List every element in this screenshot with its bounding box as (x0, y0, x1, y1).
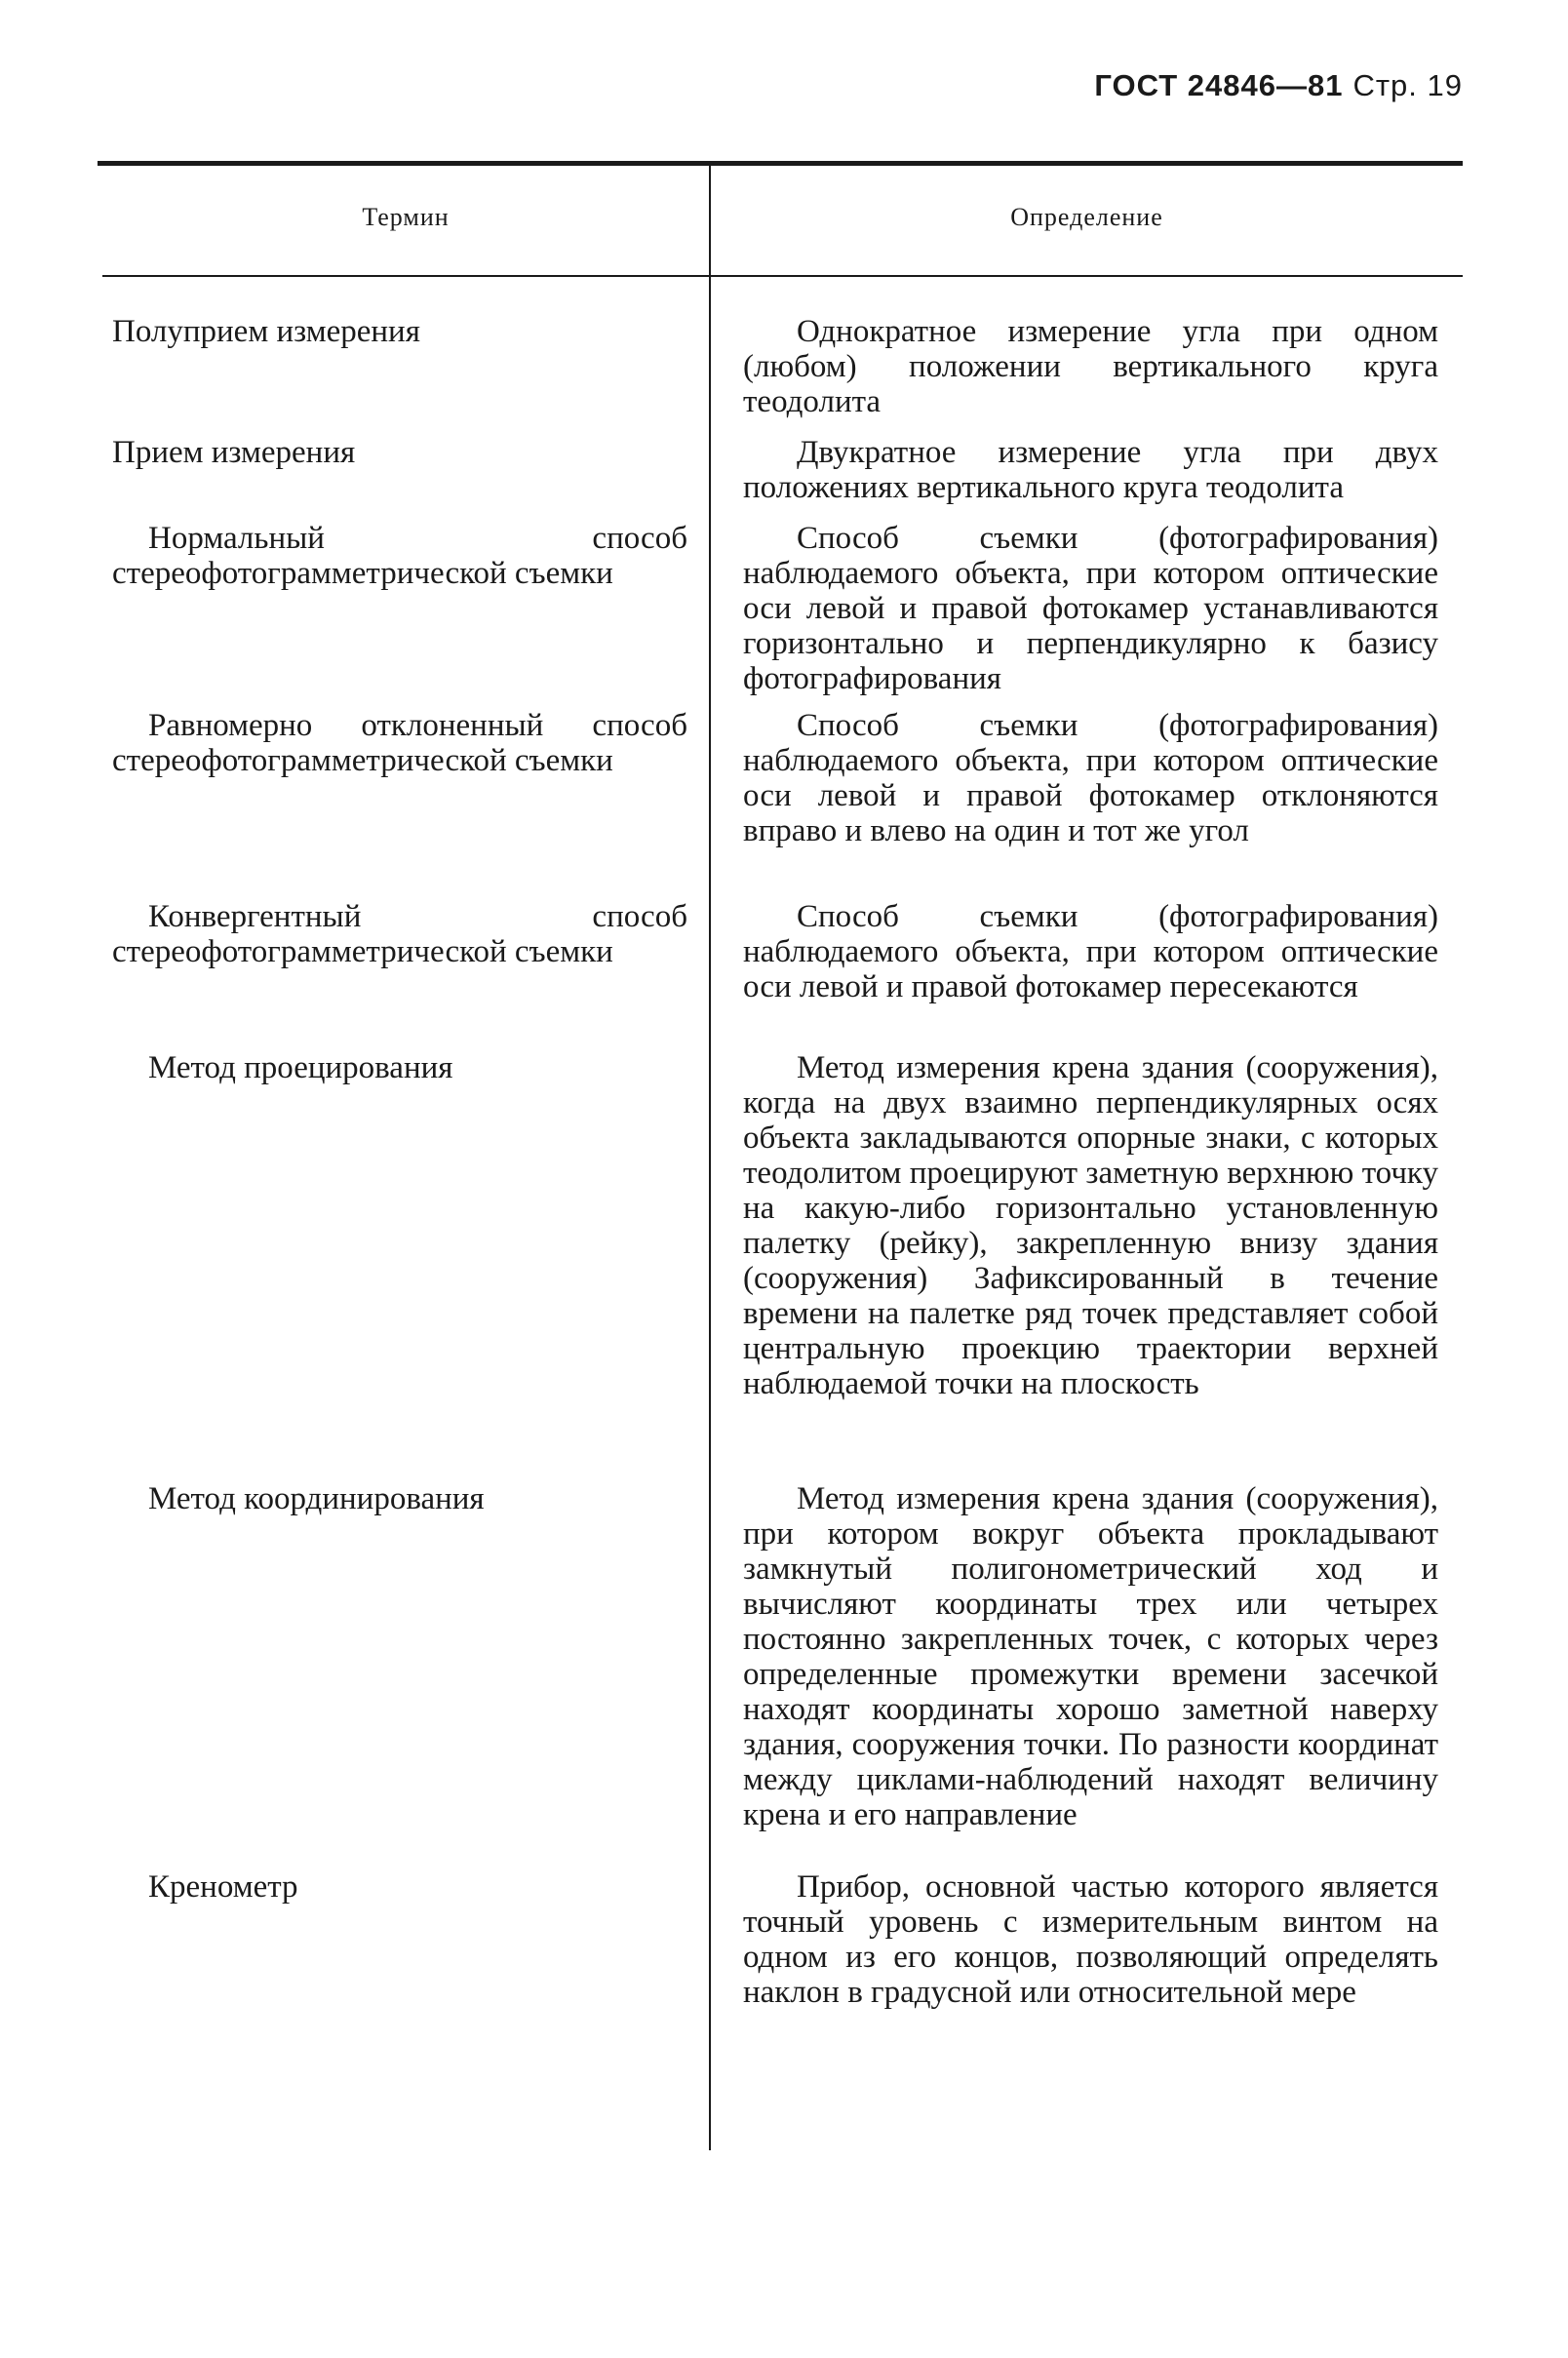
table-row (102, 1050, 1463, 1481)
page-number: Стр. 19 (1352, 68, 1463, 102)
column-header-term: Термин (362, 203, 450, 231)
definition-cell: Однократное измерение угла при одном (любом) положении вертикального круга теодолита (743, 314, 1438, 419)
term-cell: Равномерно отклоненный способ стереофотограмметрической съемки (112, 708, 687, 778)
term-cell: Полуприем измерения (112, 314, 420, 349)
term-cell: Прием измерения (112, 435, 356, 470)
table-row (102, 521, 1463, 708)
term-cell: Конвергентный способ стереофотограмметрической съемки (112, 899, 687, 969)
standard-number: ГОСТ 24846—81 (1094, 68, 1344, 102)
definition-cell: Способ съемки (фотографирования) наблюдаемого объекта, при котором оптические оси левой и правой фотокамер устанавливаются горизонтально и перпендикулярно к базису фотографирования (743, 521, 1438, 696)
definition-cell: Способ съемки (фотографирования) наблюдаемого объекта, при котором оптические оси левой и правой фотокамер отклоняются вправо и влево на один и тот же угол (743, 708, 1438, 848)
term-cell: Нормальный способ стереофотограмметрической съемки (112, 521, 687, 591)
table-header-rule (102, 275, 1463, 277)
term-cell: Метод проецирования (148, 1050, 453, 1085)
table-row (102, 435, 1463, 521)
table-row (102, 1869, 1463, 2010)
table-top-rule (98, 161, 1463, 166)
term-cell: Кренометр (148, 1869, 298, 1905)
definition-cell: Метод измерения крена здания (сооружения), когда на двух взаимно перпендикулярных осях объекта закладываются опорные знаки, с которых теодолитом проецируют заметную верхнюю точку на какую-либо горизонтально установленную палетку (рейку), закрепленную внизу здания (сооружения) Зафиксированный в течение времени на палетке ряд точек представляет собой центральную проекцию траектории верхней наблюдаемой точки на плоскость (743, 1050, 1438, 1401)
definition-cell: Прибор, основной частью которого является точный уровень с измерительным винтом на одном из его концов, позволяющий определять наклон в градусной или относительной мере (743, 1869, 1438, 2010)
table-row (102, 708, 1463, 899)
table-row (102, 899, 1463, 1050)
glossary-table-body (102, 314, 1463, 2010)
definition-cell: Способ съемки (фотографирования) наблюдаемого объекта, при котором оптические оси левой и правой фотокамер пересекаются (743, 899, 1438, 1004)
column-header-definition: Определение (1010, 203, 1163, 231)
table-row (102, 314, 1463, 435)
page-header (1094, 68, 1463, 103)
definition-cell: Двукратное измерение угла при двух положениях вертикального круга теодолита (743, 435, 1438, 505)
term-cell: Метод координирования (148, 1481, 485, 1516)
definition-cell: Метод измерения крена здания (сооружения), при котором вокруг объекта прокладывают замкнутый полигонометрический ход и вычисляют координаты трех или четырех постоянно закрепленных точек, с которых через определенные промежутки времени засечкой находят координаты хорошо заметной наверху здания, сооружения точки. По разности координат между циклами-наблюдений находят величину крена и его направление (743, 1481, 1438, 1832)
table-row (102, 1481, 1463, 1869)
